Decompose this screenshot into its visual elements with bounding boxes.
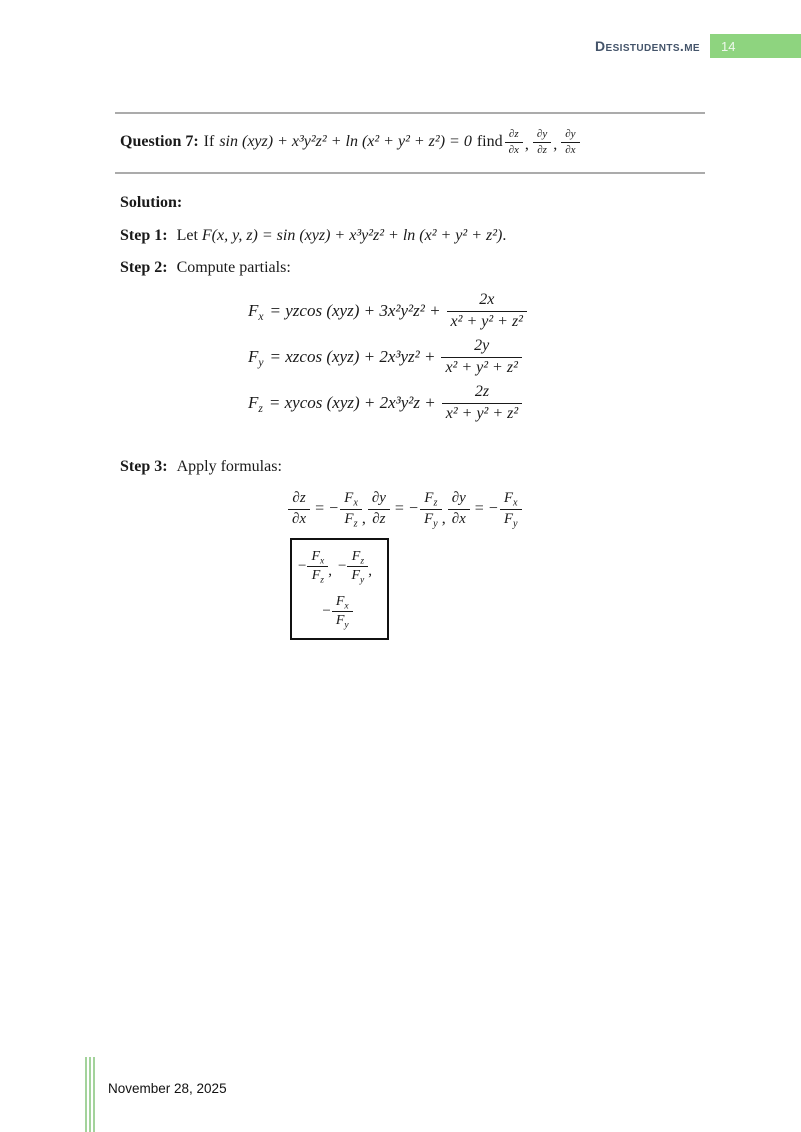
site-name: Desistudents.me (594, 38, 700, 54)
equation-fy: $F_y$ = xzcos (xyz) + 2x³yz² + $\frac{2y}{\text{x² + y² + z²}}$ (248, 334, 527, 380)
step-1-label: Step 1: (120, 227, 168, 244)
equation-fz: $F_z$ = xycos (xyz) + 2x³y²z + $\frac{2z}{\text{x² + y² + z²}}$ (248, 380, 527, 426)
answer-row-2 (298, 594, 381, 629)
step-2-line (120, 259, 291, 277)
step-1-line (120, 227, 506, 245)
divider-bottom (115, 172, 705, 174)
footer-date: November 28, 2025 (108, 1081, 227, 1096)
question-suffix: find (476, 133, 503, 151)
step-1-math: F(x, y, z) = sin (xyz) + x³y²z² + ln (x² + y² + z²) (201, 227, 503, 244)
question-line (120, 128, 740, 156)
step-3-text: Apply formulas: (176, 458, 282, 475)
answer-item: − $\frac{F_x}{F_z}$ , (298, 548, 333, 586)
derivative-fraction: $\frac{\partial y}{\partial z}$ (533, 128, 551, 156)
partials-block (248, 288, 527, 426)
step-1-prefix: Let (176, 227, 198, 244)
fraction: $\frac{2z}{\text{x² + y² + z²}}$ (442, 383, 522, 423)
derivative-fraction: $\frac{\partial y}{\partial x}$ (561, 128, 579, 156)
answer-item: − $\frac{F_x}{F_y}$ (322, 594, 352, 629)
formulas-line (288, 486, 522, 532)
formula-dzdx: $\frac{\partial z}{\partial x}$ = − $\frac{F_x}{F_z}$ (288, 490, 362, 528)
answer-box (290, 538, 389, 640)
footer-accent-lines (85, 1057, 97, 1132)
comma-separator: , (361, 510, 366, 527)
step-2-text: Compute partials: (176, 259, 291, 276)
equation-fx: $F_x$ = yzcos (xyz) + 3x²y²z² + $\frac{2x}{\text{x² + y² + z²}}$ (248, 288, 527, 334)
formula-dydx: $\frac{\partial y}{\partial x}$ = − $\frac{F_x}{F_y}$ (448, 490, 522, 528)
answer-row-1 (298, 549, 381, 584)
step-2-label: Step 2: (120, 259, 168, 276)
formula-dydz: $\frac{\partial y}{\partial z}$ = − $\frac{F_z}{F_y}$ (368, 490, 442, 528)
comma-separator: , (553, 136, 558, 154)
step-3-line (120, 458, 282, 476)
divider-top (115, 112, 705, 114)
answer-item: − $\frac{F_z}{F_y}$ , (338, 548, 373, 586)
derivative-fraction: $\frac{\partial z}{\partial x}$ (505, 128, 523, 156)
question-label: Question 7: (120, 133, 199, 151)
fraction: $\frac{2y}{\text{x² + y² + z²}}$ (441, 337, 521, 377)
question-math: sin (xyz) + x³y²z² + ln (x² + y² + z²) = 0 (219, 133, 472, 151)
comma-separator: , (524, 136, 529, 154)
page-number-badge: 14 (710, 34, 801, 58)
step-1-suffix: . (502, 227, 507, 244)
comma-separator: , (441, 510, 446, 527)
solution-heading: Solution: (120, 194, 183, 211)
question-prefix: If (203, 133, 215, 151)
step-3-label: Step 3: (120, 458, 168, 475)
fraction: $\frac{2x}{\text{x² + y² + z²}}$ (447, 291, 527, 331)
page-header (0, 34, 801, 58)
